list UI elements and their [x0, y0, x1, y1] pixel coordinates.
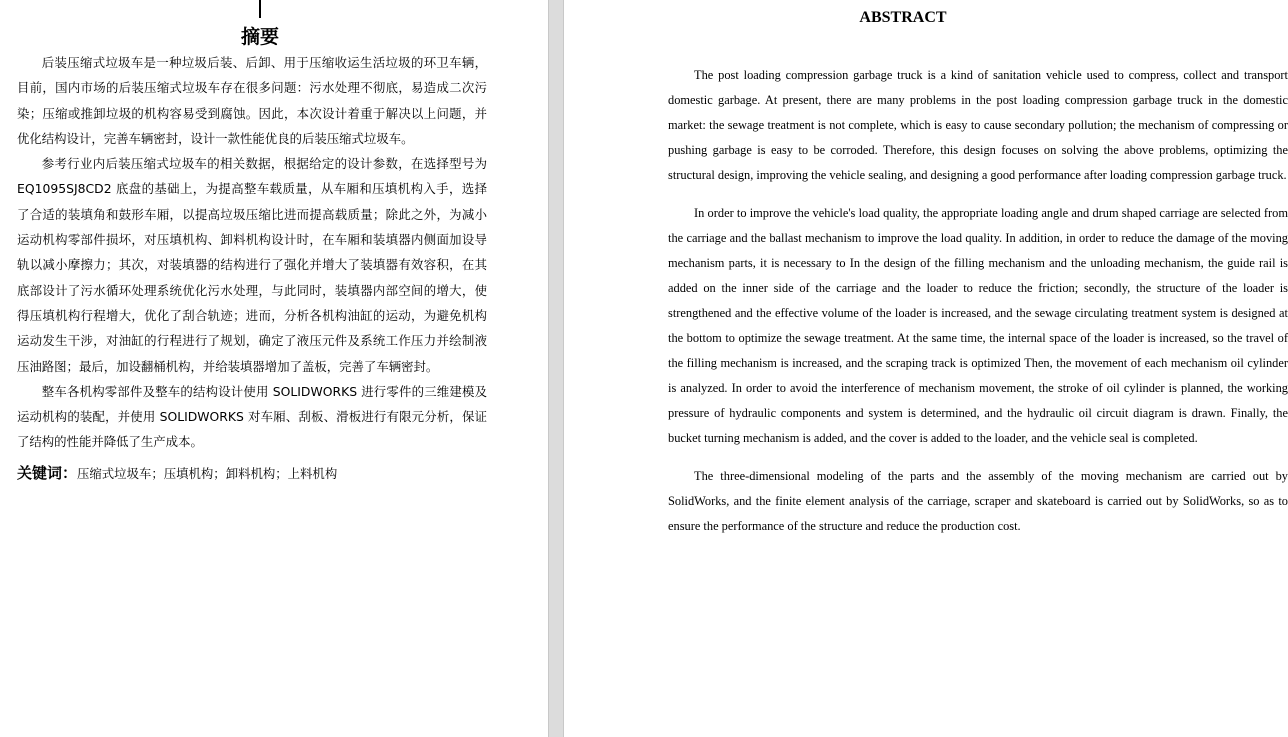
chinese-abstract-body	[17, 50, 487, 486]
keywords-text: 压缩式垃圾车；压填机构；卸料机构；上料机构	[77, 465, 338, 481]
chinese-paragraph: 参考行业内后装压缩式垃圾车的相关数据，根据给定的设计参数，在选择型号为EQ1095SJ8CD2 底盘的基础上，为提高整车载质量，从车厢和压填机构入手，选择了合适的装填角和鼓形车厢，以提高垃圾压缩比进而提高载质量；除此之外，为减小运动机构零部件损坏，对压填机构、卸料机构设计时，在车厢和装填器内侧面加设导轨以减小摩擦力；其次，对装填器的结构进行了强化并增大了装填器有效容积，在其底部设计了污水循环处理系统优化污水处理，与此同时，装填器内部空间的增大，使得压填机构行程增大，优化了刮合轨迹；进而，分析各机构油缸的运动，为避免机构运动发生干涉，对油缸的行程进行了规划，确定了液压元件及系统工作压力并绘制液压油路图；最后，加设翻桶机构，并给装填器增加了盖板，完善了车辆密封。	[17, 156, 487, 374]
english-paragraph: In order to improve the vehicle's load quality, the appropriate loading angle and drum shaped carriage are selected from the carriage and the ballast mechanism to improve the load quality. In addition, in order to reduce the damage of the moving mechanism parts, it is necessary to In the design of the filling mechanism and the unloading mechanism, the guide rail is added on the inner side of the carriage and the loader to reduce the friction; secondly, the structure of the loader is strengthened and the effective volume of the loader is increased, and the sewage circulating treatment system is designed at the bottom to optimize the sewage treatment. At the same time, the internal space of the loader is increased, so the travel of the filling mechanism is increased, and the scraping track is optimized Then, the movement of each mechanism oil cylinder is analyzed. In order to avoid the interference of mechanism movement, the stroke of oil cylinder is planned, the working pressure of hydraulic components and system is determined, and the hydraulic oil circuit diagram is drawn. Finally, the bucket turning mechanism is added, and the cover is added to the loader, and the vehicle seal is completed.	[668, 206, 1288, 445]
chinese-abstract-title: 摘要	[240, 26, 279, 48]
chinese-paragraph: 整车各机构零部件及整车的结构设计使用 SOLIDWORKS 进行零件的三维建模及运动机构的装配，并使用 SOLIDWORKS 对车厢、刮板、滑板进行有限元分析，保证了结构的性能并降低了生产成本。	[17, 383, 487, 450]
chinese-keywords	[17, 461, 487, 486]
english-abstract-body	[668, 63, 1288, 552]
english-paragraph: The three-dimensional modeling of the parts and the assembly of the moving mechanism are carried out by SolidWorks, and the finite element analysis of the carriage, scraper and skateboard is carried out by SolidWorks, so as to ensure the performance of the structure and reduce the production cost.	[668, 469, 1288, 533]
english-paragraph: The post loading compression garbage truck is a kind of sanitation vehicle used to compress, collect and transport domestic garbage. At present, there are many problems in the post loading compression garbage truck in the domestic market: the sewage treatment is not complete, which is easy to cause secondary pollution; the mechanism of compressing or pushing garbage is easy to be corroded. Therefore, this design focuses on solving the above problems, optimizing the structural design, improving the vehicle sealing, and designing a good performance after loading compression garbage truck.	[668, 68, 1288, 182]
english-abstract-title: ABSTRACT	[859, 9, 947, 26]
text-cursor	[259, 0, 261, 18]
abstract-page-chinese	[0, 0, 548, 737]
keywords-label: 关键词：	[17, 463, 78, 482]
chinese-paragraph: 后装压缩式垃圾车是一种垃圾后装、后卸、用于压缩收运生活垃圾的环卫车辆，目前，国内市场的后装压缩式垃圾车存在很多问题：污水处理不彻底，易造成二次污染；压缩或推卸垃圾的机构容易受到腐蚀。因此，本次设计着重于解决以上问题，并优化结构设计，完善车辆密封，设计一款性能优良的后装压缩式垃圾车。	[17, 55, 487, 146]
abstract-page-english	[564, 0, 1288, 737]
page-gutter	[548, 0, 564, 737]
